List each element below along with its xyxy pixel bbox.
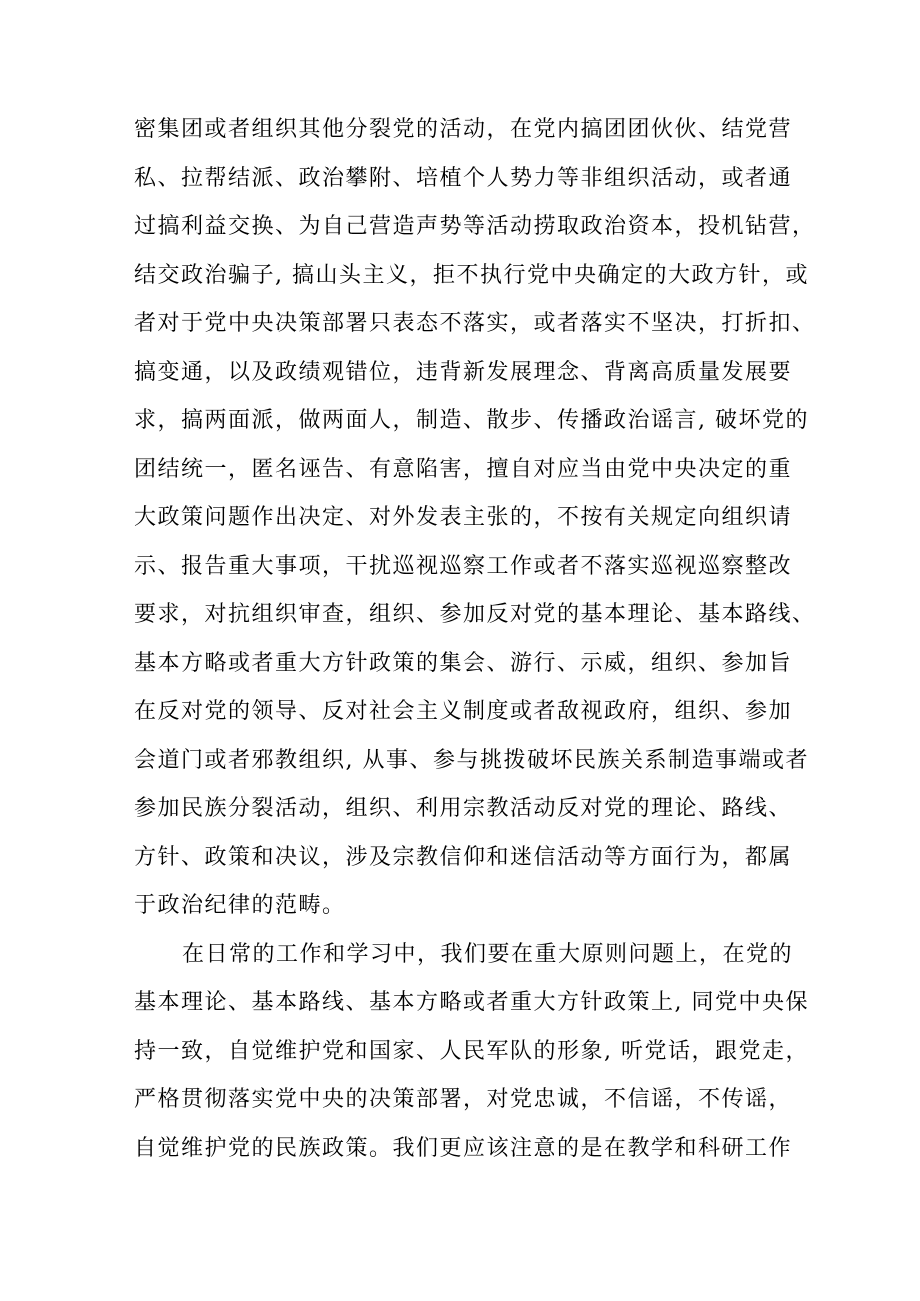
text-line: 严格贯彻落实党中央的决策部署，对党忠诚，不信谣，不传谣， xyxy=(134,1087,793,1112)
paragraph-2 xyxy=(134,931,814,1174)
text-line: 基本方略或者重大方针政策的集会、游行、示威，组织、参加旨 xyxy=(134,650,793,676)
paragraph-1 xyxy=(134,106,814,931)
text-line: 自觉维护党的民族政策。我们更应该注意的是在教学和科研工作 xyxy=(134,1135,793,1161)
text-line: 者对于党中央决策部署只表态不落实，或者落实不坚决，打折扣、 xyxy=(134,311,816,336)
text-line: 在日常的工作和学习中，我们要在重大原则问题上，在党的 xyxy=(182,941,794,967)
text-line: 要求，对抗组织审查，组织、参加反对党的基本理论、基本路线、 xyxy=(134,602,816,627)
text-line: 团结统一，匿名诬告、有意陷害，擅自对应当由党中央决定的重 xyxy=(134,456,793,482)
text-line: 结交政治骗子, 搞山头主义，拒不执行党中央确定的大政方针，或 xyxy=(134,262,809,288)
text-line: 示、报告重大事项，干扰巡视巡察工作或者不落实巡视巡察整改 xyxy=(134,553,793,579)
text-line: 大政策问题作出决定、对外发表主张的，不按有关规定向组织请 xyxy=(134,505,793,530)
text-line: 于政治纪律的范畴。 xyxy=(134,893,346,918)
text-line: 方针、政策和决议，涉及宗教信仰和迷信活动等方面行为，都属 xyxy=(134,844,793,870)
text-line: 会道门或者邪教组织, 从事、参与挑拨破坏民族关系制造事端或者 xyxy=(134,747,809,773)
text-line: 搞变通，以及政绩观错位，违背新发展理念、背离高质量发展要 xyxy=(134,359,793,385)
text-line: 参加民族分裂活动，组织、利用宗教活动反对党的理论、路线、 xyxy=(134,796,793,821)
text-line: 过搞利益交换、为自己营造声势等活动捞取政治资本，投机钻营， xyxy=(134,214,816,239)
text-line: 密集团或者组织其他分裂党的活动，在党内搞团团伙伙、结党营 xyxy=(134,117,793,142)
text-line: 私、拉帮结派、政治攀附、培植个人势力等非组织活动，或者通 xyxy=(134,165,793,191)
document-body xyxy=(134,106,814,1173)
text-line: 持一致，自觉维护党和国家、人民军队的形象, 听党话，跟党走， xyxy=(134,1038,809,1064)
text-line: 基本理论、基本路线、基本方略或者重大方针政策上, 同党中央保 xyxy=(134,990,809,1015)
text-line: 求，搞两面派，做两面人，制造、散步、传播政治谣言, 破坏党的 xyxy=(134,408,809,433)
text-line: 在反对党的领导、反对社会主义制度或者敌视政府，组织、参加 xyxy=(134,699,793,724)
